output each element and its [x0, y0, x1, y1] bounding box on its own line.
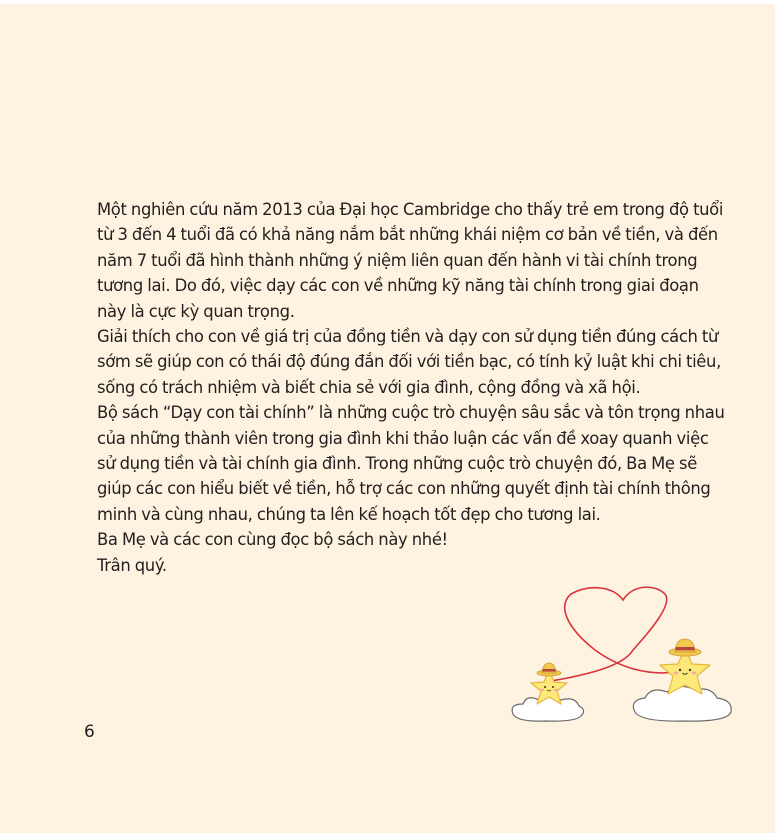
cloud-icon — [512, 696, 583, 721]
paragraph-research: Một nghiên cứu năm 2013 của Đại học Cambridge cho thấy trẻ em trong độ tuổi từ 3 đến 4 tuổi đã có khả năng nắm bắt những khái niệm cơ bản về tiền, và đến năm 7 tuổi đã hình thành những ý niệm liên quan đến hành vi tài chính trong tương lai. Do đó, việc dạy các con về những kỹ năng tài chính trong giai đoạn này là cực kỳ quan trọng. — [97, 200, 724, 321]
cloud-icon — [633, 686, 731, 721]
star-character-icon — [660, 639, 710, 694]
paragraph-invitation: Ba Mẹ và các con cùng đọc bộ sách này nhé! — [97, 530, 448, 550]
paragraph-signoff: Trân quý. — [97, 555, 167, 575]
heart-string-icon — [545, 587, 675, 682]
paragraph-book-series: Bộ sách “Dạy con tài chính” là những cuộc trò chuyện sâu sắc và tôn trọng nhau của những thành viên trong gia đình khi thảo luận các vấn đề xoay quanh việc sử dụng tiền và tài chính gia đình. Trong những cuộc trò chuyện đó, Ba Mẹ sẽ giúp các con hiểu biết về tiền, hỗ trợ các con những quyết định tài chính thông minh và cùng nhau, chúng ta lên kế hoạch tốt đẹp cho tương lai. — [97, 403, 725, 524]
body-text — [97, 197, 725, 578]
stars-heart-illustration — [505, 584, 740, 729]
book-page — [0, 4, 775, 833]
page-number: 6 — [84, 722, 95, 742]
paragraph-explain: Giải thích cho con về giá trị của đồng tiền và dạy con sử dụng tiền đúng cách từ sớm sẽ giúp con có thái độ đúng đắn đối với tiền bạc, có tính kỷ luật khi chi tiêu, sống có trách nhiệm và biết chia sẻ với gia đình, cộng đồng và xã hội. — [97, 327, 721, 397]
